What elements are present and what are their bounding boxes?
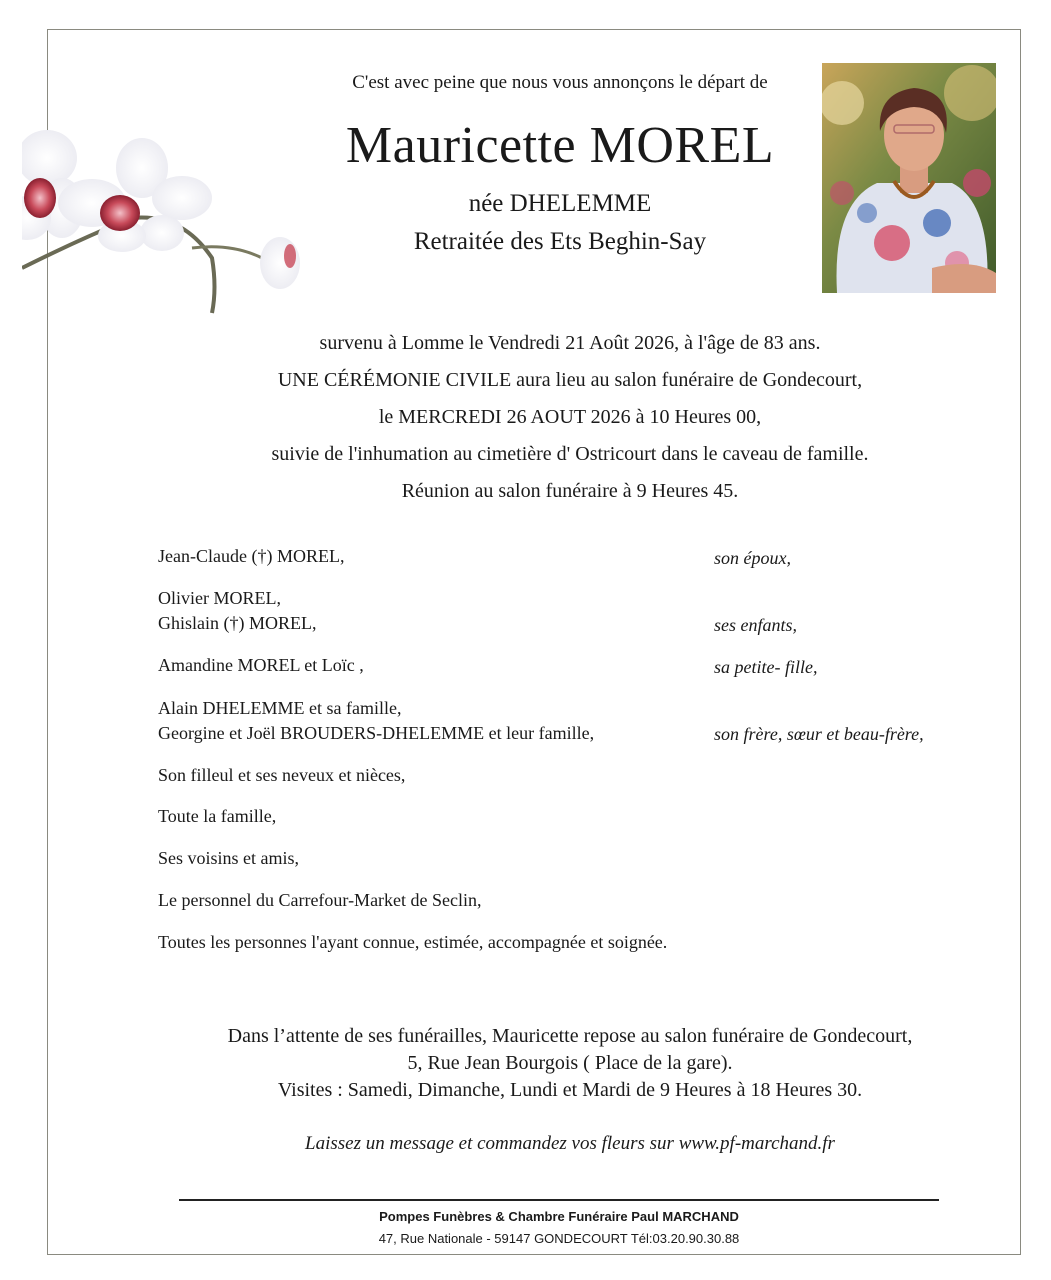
intro-line: C'est avec peine que nous vous annonçons le départ de: [352, 72, 768, 93]
family-name: Toute la famille,: [158, 806, 277, 826]
vigil-line: Visites : Samedi, Dimanche, Lundi et Mardi de 9 Heures à 18 Heures 30.: [277, 1079, 863, 1101]
announcement-block: [150, 325, 990, 510]
family-relation: sa petite- fille,: [714, 657, 818, 677]
family-relation: son frère, sœur et beau-frère,: [714, 724, 924, 744]
footer-divider: [179, 1199, 939, 1201]
orchid-flower-decoration: [22, 118, 312, 318]
family-relation: son époux,: [714, 548, 791, 568]
announcement-line: UNE CÉRÉMONIE CIVILE aura lieu au salon funéraire de Gondecourt,: [277, 369, 863, 391]
portrait-photo: [822, 63, 996, 293]
family-name: Alain DHELEMME et sa famille,: [158, 698, 402, 718]
family-name: Le personnel du Carrefour-Market de Seclin,: [158, 890, 482, 910]
family-name: Jean-Claude (†) MOREL,: [158, 546, 345, 566]
family-name: Toutes les personnes l'ayant connue, estimée, accompagnée et soignée.: [158, 932, 668, 952]
announcement-line: survenu à Lomme le Vendredi 21 Août 2026, à l'âge de 83 ans.: [319, 332, 821, 354]
announcement-line: le MERCREDI 26 AOUT 2026 à 10 Heures 00,: [378, 406, 762, 428]
announcement-line: suivie de l'inhumation au cimetière d' Ostricourt dans le caveau de famille.: [271, 443, 869, 465]
announcement-line: Réunion au salon funéraire à 9 Heures 45.: [401, 480, 739, 502]
vigil-line: 5, Rue Jean Bourgois ( Place de la gare).: [407, 1052, 733, 1074]
birth-name: née DHELEMME: [468, 190, 652, 217]
family-relation: ses enfants,: [714, 615, 797, 635]
family-name: Ses voisins et amis,: [158, 848, 300, 868]
family-name: Son filleul et ses neveux et nièces,: [158, 765, 406, 785]
family-name: Olivier MOREL,: [158, 588, 281, 608]
vigil-line: Dans l’attente de ses funérailles, Mauricette repose au salon funéraire de Gondecourt,: [227, 1025, 913, 1047]
deceased-name: Mauricette MOREL: [345, 117, 775, 174]
funeral-home-name: Pompes Funèbres & Chambre Funéraire Paul MARCHAND: [379, 1209, 739, 1224]
funeral-home-address: 47, Rue Nationale - 59147 GONDECOURT Tél:03.20.90.30.88: [378, 1231, 740, 1246]
vigil-block: [150, 1023, 990, 1104]
family-name: Amandine MOREL et Loïc ,: [158, 655, 364, 675]
family-name: Ghislain (†) MOREL,: [158, 613, 317, 633]
condolence-message: Laissez un message et commandez vos fleurs sur www.pf-marchand.fr: [305, 1133, 835, 1154]
family-name: Georgine et Joël BROUDERS-DHELEMME et leur famille,: [158, 723, 595, 743]
occupation: Retraitée des Ets Beghin-Say: [413, 228, 707, 255]
